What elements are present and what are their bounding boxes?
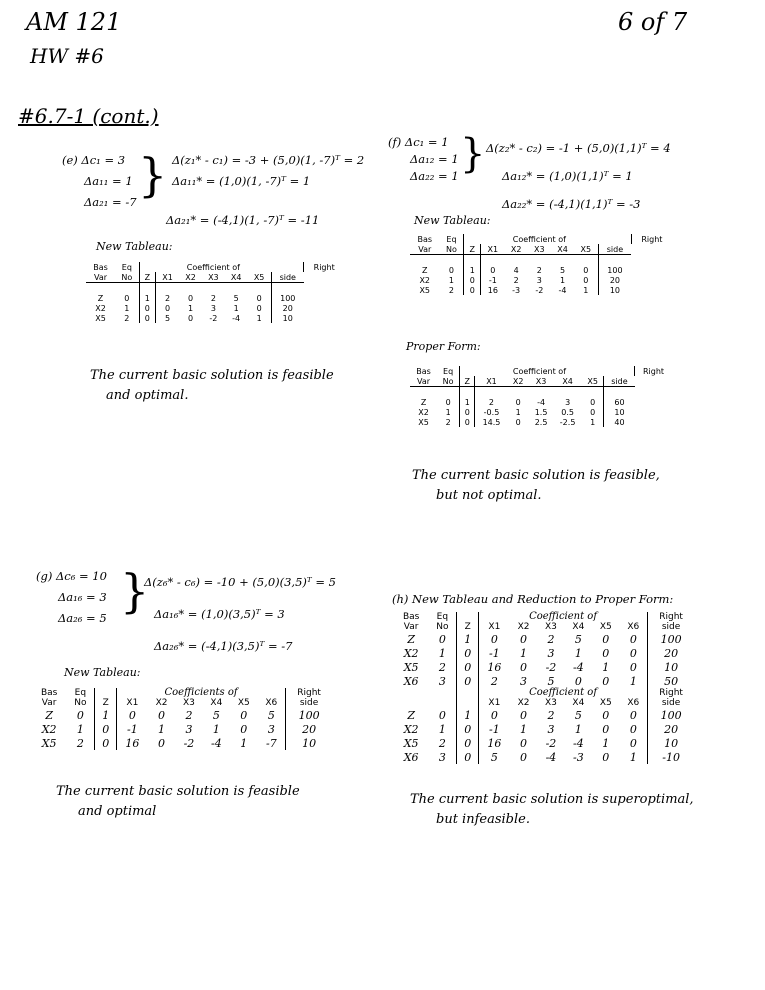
table-row: X2 1 0 -1 1 3 1 0 3 20 xyxy=(41,722,317,736)
table-row: X5 2 0 16 0 -2 -4 1 0 10 xyxy=(403,736,679,750)
homework-title: HW #6 xyxy=(30,44,104,68)
table-row: X5 2 0 16 0 -2 -4 1 0 10 xyxy=(403,660,679,674)
part-e-left: (e) Δc₁ = 3 Δa₁₁ = 1 Δa₂₁ = -7 xyxy=(62,153,137,209)
part-h-title: (h) New Tableau and Reduction to Proper Form: xyxy=(392,592,674,606)
part-g-tableau: Bas Eq Coefficients of Right Var No Z X1 X2 X3 X4 X5 X6 side Z 0 1 0 0 2 5 0 5 100 X2 1 0 -1 1 3 1 0 3 20 X5 2 0 16 0 -2 -4 1 -7 10 xyxy=(32,688,332,750)
problem-title: #6.7-1 (cont.) xyxy=(18,104,159,128)
brace: } xyxy=(460,131,486,177)
part-h-note: The current basic solution is superoptimal, but infeasible. xyxy=(410,792,694,827)
part-e-note: The current basic solution is feasible and optimal. xyxy=(90,368,334,403)
part-f-tableau: Bas Eq Coefficient of Right Var No Z X1 X2 X3 X4 X5 side Z 0 1 0 4 2 5 0 100 X2 1 0 -1 2 3 1 0 20 X5 2 0 16 -3 -2 -4 1 10 xyxy=(410,234,672,295)
table-row: X5 2 0 5 0 -2 -4 1 10 xyxy=(95,313,293,323)
table-row: X2 1 0 -0.5 1 1.5 0.5 0 10 xyxy=(418,407,625,417)
table-row: X6 3 0 5 0 -4 -3 0 1 -10 xyxy=(403,750,680,764)
part-g-tableau-title: New Tableau: xyxy=(64,666,141,679)
part-f-right: Δ(z₂* - c₂) = -1 + (5,0)(1,1)ᵀ = 4 Δa₁₂* = (1,0)(1,1)ᵀ = 1 Δa₂₂* = (-4,1)(1,1)ᵀ = -3 xyxy=(486,141,671,211)
part-e-right-3: Δa₂₁* = (-4,1)(1, -7)ᵀ = -11 xyxy=(166,213,320,227)
part-h-tableau: Bas Eq Coefficient of Right Var No Z X1 X2 X3 X4 X5 X6 side Z 0 1 0 0 2 5 0 0 100 X2 1 0 -1 1 3 1 0 0 20 X5 2 0 16 0 -2 -4 1 0 10 X6 3 0 2 3 5 0 0 1 50 Coefficient of Right X1 X2 X3 X4 X5 X6 side Z 0 1 0 0 2 5 0 0 100 X2 1 0 -1 1 3 1 0 0 20 X5 2 0 16 0 -2 -4 1 0 10 X6 3 0 5 0 -4 -3 0 1 -10 xyxy=(394,612,694,764)
part-e-right: Δ(z₁* - c₁) = -3 + (5,0)(1, -7)ᵀ = 2 Δa₁₁* = (1,0)(1, -7)ᵀ = 1 xyxy=(172,153,365,188)
brace: } xyxy=(138,148,168,202)
part-f-left: (f) Δc₁ = 1 Δa₁₂ = 1 Δa₂₂ = 1 xyxy=(388,135,459,183)
table-row: X2 1 0 -1 1 3 1 0 0 20 xyxy=(403,646,679,660)
table-row: Z 0 1 0 4 2 5 0 100 xyxy=(422,265,623,275)
part-g-note: The current basic solution is feasible and optimal xyxy=(56,784,300,819)
table-row: X2 1 0 0 1 3 1 0 20 xyxy=(95,303,293,313)
table-row: Z 0 1 0 0 2 5 0 5 100 xyxy=(45,708,320,722)
part-f-proper-title: Proper Form: xyxy=(406,340,481,353)
part-f-note: The current basic solution is feasible, but not optimal. xyxy=(412,468,660,503)
brace: } xyxy=(120,564,150,618)
part-f-tableau-title: New Tableau: xyxy=(414,214,491,227)
table-row: Z 0 1 2 0 2 5 0 100 xyxy=(97,293,296,303)
part-f-proper-tableau: Bas Eq Coefficient of Right Var No Z X1 X2 X3 X4 X5 side Z 0 1 2 0 -4 3 0 60 X2 1 0 -0.5 1 1.5 0.5 0 10 X5 2 0 14.5 0 2.5 -2.5 1 40 xyxy=(410,366,672,427)
table-row: X2 1 0 -1 1 3 1 0 0 20 xyxy=(403,722,679,736)
table-row: X6 3 0 2 3 5 0 0 1 50 xyxy=(403,674,679,688)
table-row: X5 2 0 16 0 -2 -4 1 -7 10 xyxy=(41,736,317,750)
table-row: Z 0 1 2 0 -4 3 0 60 xyxy=(420,397,625,407)
part-g-left: (g) Δc₆ = 10 Δa₁₆ = 3 Δa₂₆ = 5 xyxy=(36,569,107,625)
table-row: Z 0 1 0 0 2 5 0 0 100 xyxy=(407,708,682,722)
page-number: 6 of 7 xyxy=(618,8,688,36)
table-row: Z 0 1 0 0 2 5 0 0 100 xyxy=(407,632,682,646)
part-e-tableau-title: New Tableau: xyxy=(96,240,173,253)
table-row: X2 1 0 -1 2 3 1 0 20 xyxy=(419,275,620,285)
part-g-right: Δ(z₆* - c₆) = -10 + (5,0)(3,5)ᵀ = 5 Δa₁₆* = (1,0)(3,5)ᵀ = 3 Δa₂₆* = (-4,1)(3,5)ᵀ = -7 xyxy=(144,575,336,653)
course-title: AM 121 xyxy=(26,8,122,36)
table-row: X5 2 0 14.5 0 2.5 -2.5 1 40 xyxy=(418,417,625,427)
table-row: X5 2 0 16 -3 -2 -4 1 10 xyxy=(419,285,620,295)
part-e-tableau: Bas Eq Coefficient of Right Var No Z X1 X2 X3 X4 X5 side Z 0 1 2 0 2 5 0 100 X2 1 0 0 1 3 1 0 20 X5 2 0 5 0 -2 -4 1 10 xyxy=(86,262,344,323)
